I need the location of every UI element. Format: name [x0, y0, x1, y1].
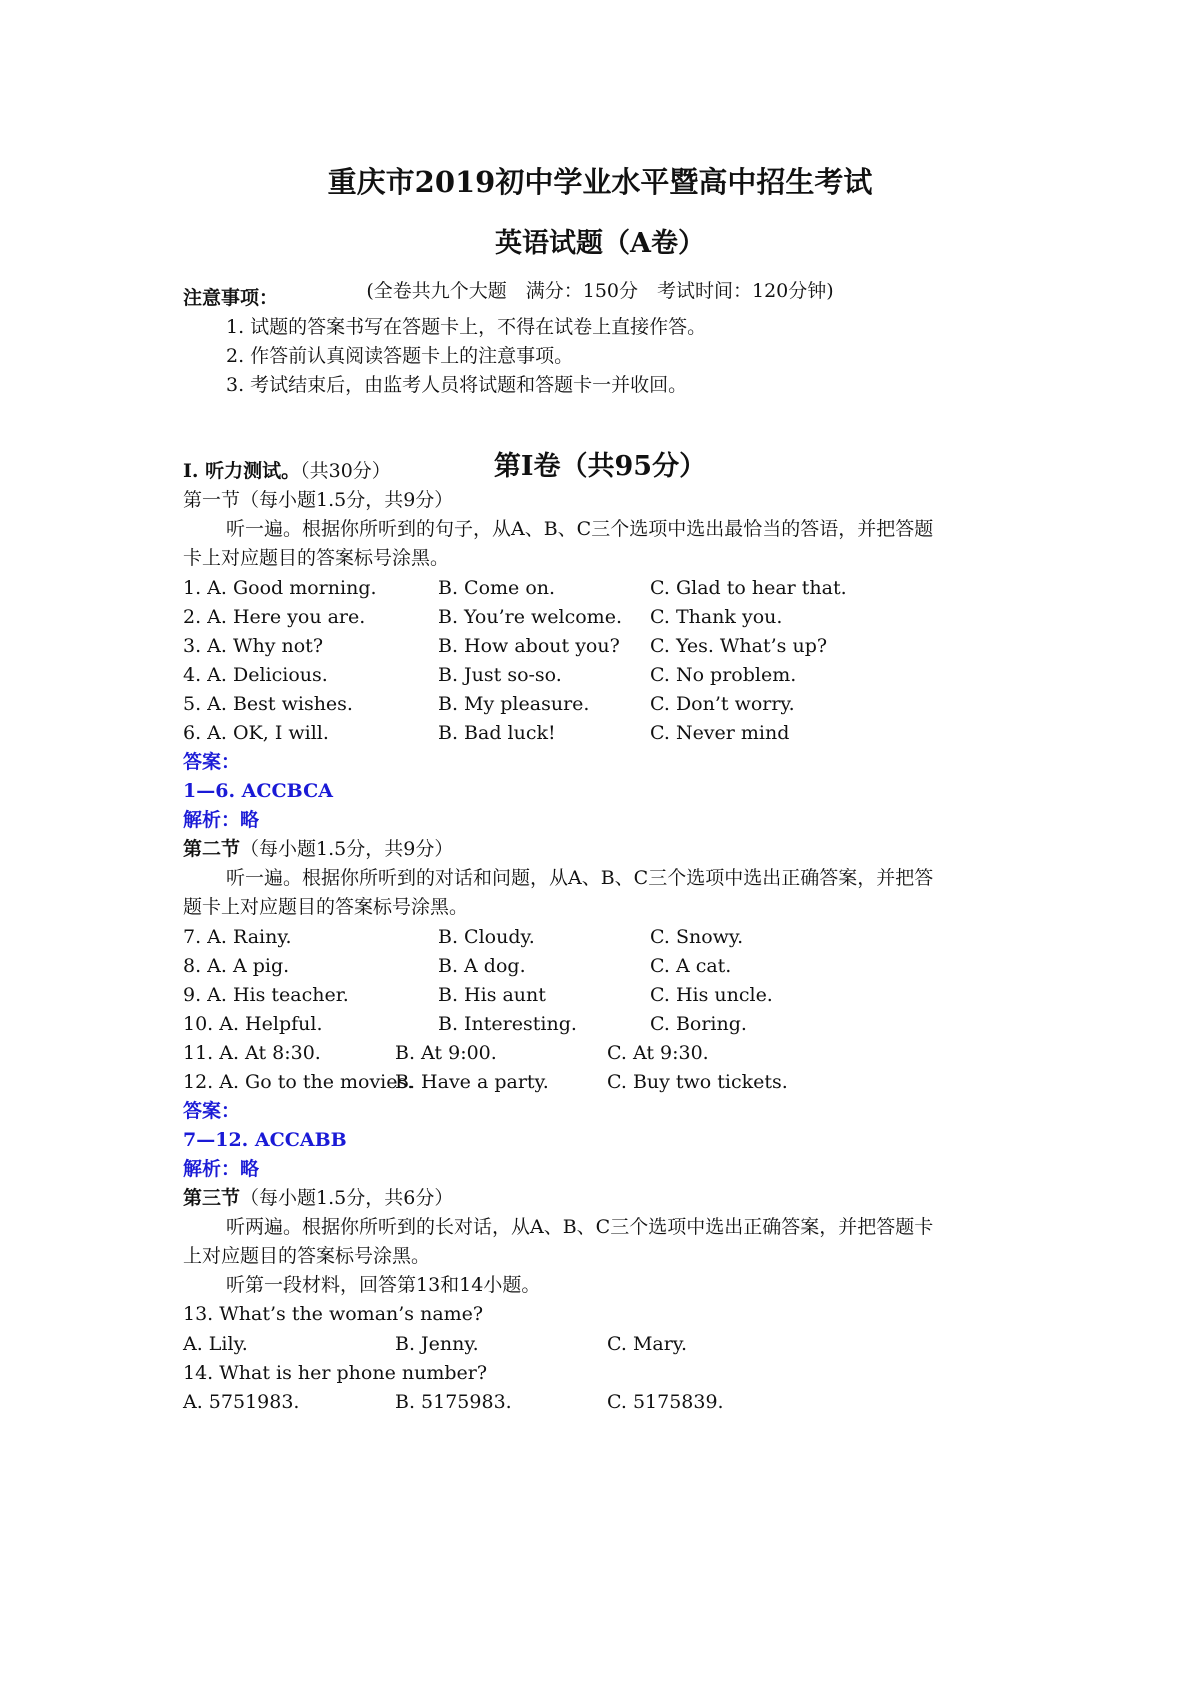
s3-instruction-line-3: 听第一段材料，回答第13和14小题。	[226, 1274, 541, 1296]
notice-item-3: 3. 考试结束后，由监考人员将试题和答题卡一并收回。	[226, 374, 688, 396]
question-option-c: C. At 9:30.	[607, 1042, 709, 1064]
question-option-a: 4. A. Delicious.	[183, 664, 328, 686]
notice-item-1: 1. 试题的答案书写在答题卡上，不得在试卷上直接作答。	[226, 316, 707, 338]
question-14: 14. What is her phone number?	[183, 1362, 488, 1384]
section-heading	[183, 458, 391, 484]
s2-heading-rest: （每小题1.5分，共9分）	[240, 838, 454, 860]
question-option-b: B. His aunt	[438, 984, 546, 1006]
s1-heading: 第一节（每小题1.5分，共9分）	[183, 489, 454, 511]
question-option-b: B. Jenny.	[395, 1333, 479, 1355]
s3-heading-rest: （每小题1.5分，共6分）	[240, 1187, 454, 1209]
question-option-a: 7. A. Rainy.	[183, 926, 292, 948]
question-option-c: C. Never mind	[650, 722, 790, 744]
s1-analysis: 解析：略	[183, 809, 260, 831]
question-option-c: C. Don’t worry.	[650, 693, 795, 715]
question-option-b: B. Just so-so.	[438, 664, 562, 686]
s2-instruction-line-1: 听一遍。根据你所听到的对话和问题，从A、B、C三个选项中选出正确答案，并把答	[226, 867, 934, 889]
question-option-b: B. Cloudy.	[438, 926, 535, 948]
question-option-a: 9. A. His teacher.	[183, 984, 349, 1006]
question-option-c: C. Thank you.	[650, 606, 783, 628]
question-option-c: C. 5175839.	[607, 1391, 724, 1413]
question-option-c: C. His uncle.	[650, 984, 773, 1006]
s2-heading-bold: 第二节	[183, 838, 241, 860]
question-option-a: 2. A. Here you are.	[183, 606, 366, 628]
question-option-b: B. Interesting.	[438, 1013, 577, 1035]
s1-instruction-line-1: 听一遍。根据你所听到的句子，从A、B、C三个选项中选出最恰当的答语，并把答题	[226, 518, 934, 540]
question-option-a: 5. A. Best wishes.	[183, 693, 353, 715]
question-option-c: C. A cat.	[650, 955, 732, 977]
question-option-b: B. How about you?	[438, 635, 620, 657]
section-heading-bold: I. 听力测试。	[183, 460, 301, 482]
question-option-b: B. Come on.	[438, 577, 556, 599]
s2-answer-label: 答案：	[183, 1100, 241, 1122]
question-13: 13. What’s the woman’s name?	[183, 1303, 484, 1325]
question-option-a: 3. A. Why not?	[183, 635, 324, 657]
s3-heading-bold: 第三节	[183, 1187, 241, 1209]
exam-meta: (全卷共九个大题 满分：150分 考试时间：120分钟)	[366, 280, 834, 302]
question-option-b: B. Have a party.	[395, 1071, 549, 1093]
s3-instruction-line-1: 听两遍。根据你所听到的长对话，从A、B、C三个选项中选出正确答案，并把答题卡	[226, 1216, 934, 1238]
part-title: 第I卷（共95分）	[493, 451, 707, 482]
s1-answer: 1—6. ACCBCA	[183, 780, 333, 802]
question-option-a: A. 5751983.	[183, 1391, 300, 1413]
question-option-a: 6. A. OK, I will.	[183, 722, 329, 744]
exam-subtitle: 英语试题（A卷）	[495, 228, 705, 259]
s2-heading	[183, 836, 453, 862]
notice-item-2: 2. 作答前认真阅读答题卡上的注意事项。	[226, 345, 574, 367]
question-option-b: B. 5175983.	[395, 1391, 512, 1413]
question-option-c: C. Yes. What’s up?	[650, 635, 828, 657]
s2-answer: 7—12. ACCABB	[183, 1129, 347, 1151]
question-option-b: B. Bad luck!	[438, 722, 556, 744]
question-option-c: C. Glad to hear that.	[650, 577, 847, 599]
question-option-a: 10. A. Helpful.	[183, 1013, 323, 1035]
question-option-b: B. At 9:00.	[395, 1042, 497, 1064]
s3-instruction-line-2: 上对应题目的答案标号涂黑。	[183, 1245, 431, 1267]
s1-instruction-line-2: 卡上对应题目的答案标号涂黑。	[183, 547, 450, 569]
section-heading-rest: （共30分）	[300, 460, 391, 482]
question-option-b: B. My pleasure.	[438, 693, 590, 715]
question-option-c: C. Buy two tickets.	[607, 1071, 788, 1093]
question-option-c: C. Boring.	[650, 1013, 747, 1035]
question-option-c: C. Mary.	[607, 1333, 688, 1355]
question-option-a: 11. A. At 8:30.	[183, 1042, 321, 1064]
question-option-b: B. A dog.	[438, 955, 526, 977]
question-option-b: B. You’re welcome.	[438, 606, 622, 628]
notice-heading: 注意事项：	[183, 287, 279, 309]
s1-answer-label: 答案：	[183, 751, 241, 773]
question-option-c: C. No problem.	[650, 664, 797, 686]
s3-heading	[183, 1185, 453, 1211]
question-option-a: 12. A. Go to the movies.	[183, 1071, 414, 1093]
s2-analysis: 解析：略	[183, 1158, 260, 1180]
s2-instruction-line-2: 题卡上对应题目的答案标号涂黑。	[183, 896, 469, 918]
question-option-a: A. Lily.	[183, 1333, 248, 1355]
exam-title: 重庆市2019初中学业水平暨高中招生考试	[327, 165, 873, 199]
question-option-c: C. Snowy.	[650, 926, 744, 948]
question-option-a: 8. A. A pig.	[183, 955, 290, 977]
question-option-a: 1. A. Good morning.	[183, 577, 377, 599]
